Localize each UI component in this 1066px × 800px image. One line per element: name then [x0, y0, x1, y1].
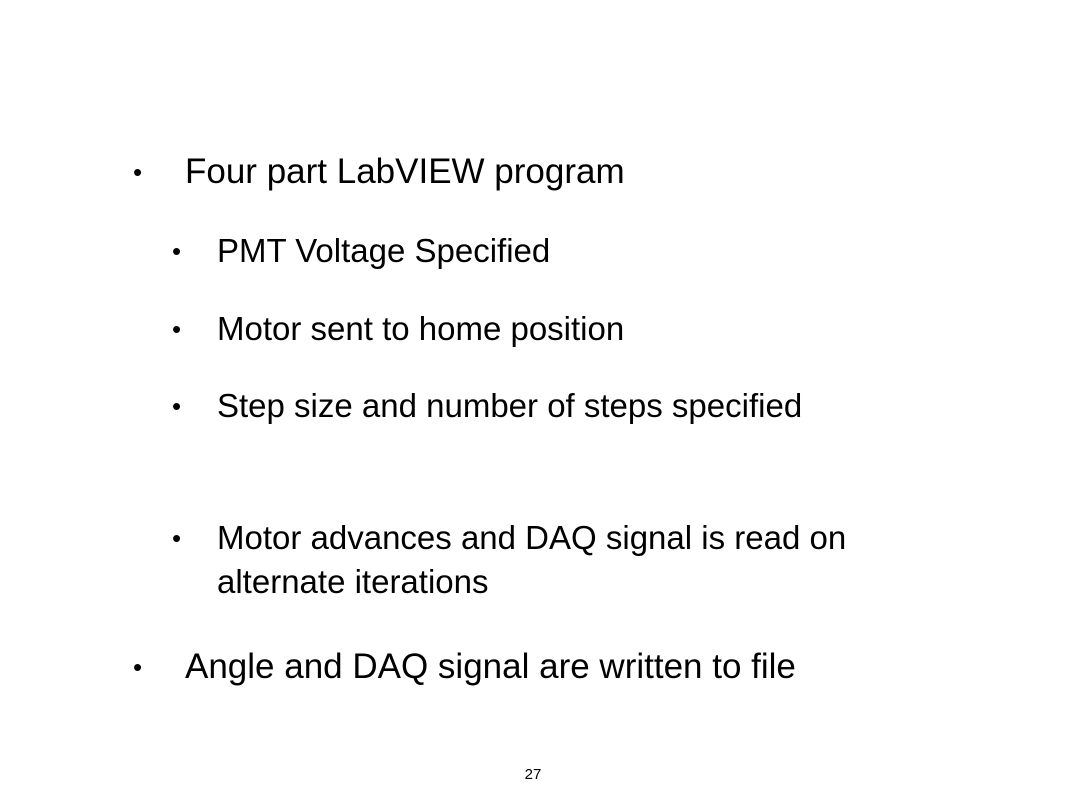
- bullet-text: Angle and DAQ signal are written to file: [185, 647, 796, 686]
- sub-bullet-text: Step size and number of steps specified: [217, 387, 803, 424]
- sub-bullet-item: [172, 229, 932, 273]
- sub-bullet-text: PMT Voltage Specified: [217, 232, 551, 269]
- sub-bullet-item: [172, 307, 932, 351]
- page-number: 27: [524, 766, 542, 783]
- bullet-dot-icon: •: [172, 236, 182, 266]
- bullet-text: Four part LabVIEW program: [185, 152, 625, 191]
- bullet-item: [133, 150, 993, 194]
- sub-bullet-text: Motor sent to home position: [217, 310, 625, 347]
- bullet-dot-icon: •: [172, 391, 182, 421]
- bullet-item: [133, 645, 993, 689]
- sub-bullet-item: [172, 384, 932, 428]
- bullet-dot-icon: •: [172, 523, 182, 553]
- bullet-dot-icon: •: [172, 314, 182, 344]
- sub-bullet-text: Motor advances and DAQ signal is read on alternate iterations: [217, 519, 847, 600]
- bullet-dot-icon: •: [133, 157, 143, 187]
- sub-bullet-item: [172, 516, 932, 604]
- bullet-dot-icon: •: [133, 652, 143, 682]
